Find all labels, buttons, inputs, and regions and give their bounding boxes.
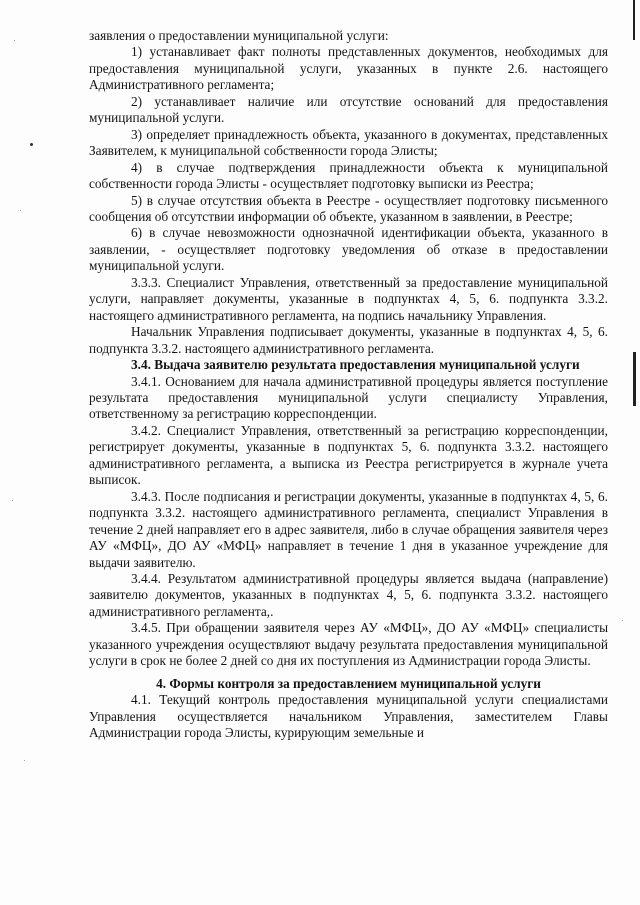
paragraph-item-5: 5) в случае отсутствия объекта в Реестре - осуществляет подготовку письменного сообщения об отсутствии информации об объекте, указанном в заявлении, в Реестре; [89,192,608,224]
scan-speck [24,760,25,761]
paragraph-3-4-1: 3.4.1. Основанием для начала административной процедуры является поступление результата предоставления муниципальной услуги специалисту Управления, ответственному за регистрацию корреспонденции. [89,373,608,422]
paragraph-3-3-3: 3.3.3. Специалист Управления, ответственный за предоставление муниципальной услуги, направляет документы, указанные в подпунктах 4, 5, 6. подпункта 3.3.2. настоящего административного регламента, на подпись начальнику Управления. [89,274,608,323]
paragraph-item-1: 1) устанавливает факт полноты представленных документов, необходимых для предоставления муниципальной услуги, указанных в пункте 2.6. настоящего Административного регламента; [89,44,608,93]
scan-speck [622,620,623,621]
paragraph-item-6: 6) в случае невозможности однозначной идентификации объекта, указанного в заявлении, - осуществляет подготовку уведомления об отказе в предоставлении муниципальной услуги. [89,225,608,274]
paragraph-3-4-3: 3.4.3. После подписания и регистрации документы, указанные в подпунктах 4, 5, 6. подпункта 3.3.2. настоящего административного регламента, специалист Управления в течение 2 дней направляет его в адрес заявителя, либо в случае обращения заявителя через АУ «МФЦ», ДО АУ «МФЦ» направляет в течение 1 дня в указанное учреждение для выдачи заявителю. [89,488,608,570]
paragraph-3-4-4: 3.4.4. Результатом административной процедуры является выдача (направление) заявителю документов, указанных в подпунктах 4, 5, 6. подпункта 3.3.2. настоящего административного регламента,. [89,570,608,619]
document-body [89,28,608,741]
paragraph-chief-signs: Начальник Управления подписывает документы, указанные в подпунктах 4, 5, 6. подпункта 3.3.2. настоящего административного регламента. [89,324,608,356]
paragraph-item-3: 3) определяет принадлежность объекта, указанного в документах, представленных Заявителем, к муниципальной собственности города Элисты; [89,126,608,159]
section-heading-3-4: 3.4. Выдача заявителю результата предоставления муниципальной услуги [131,357,580,373]
scan-speck [14,40,15,41]
paragraph-item-2: 2) устанавливает наличие или отсутствие оснований для предоставления муниципальной услуги. [89,93,608,126]
scan-speck [12,500,13,501]
section-heading-4: 4. Формы контроля за предоставлением муниципальной услуги [156,675,541,691]
scan-edge-mark-top [633,0,635,40]
paragraph-3-4-2: 3.4.2. Специалист Управления, ответственный за регистрацию корреспонденции, регистрирует документы, указанные в подпунктах 5, 6. подпункта 3.3.2. настоящего административного регламента, а выписка из Реестра регистрируется в журнале учета выписок. [89,422,608,488]
scan-edge-mark-middle [633,352,636,406]
scan-speck [20,210,21,211]
paragraph-intro: заявления о предоставлении муниципальной услуги: [89,28,389,43]
paragraph-item-4: 4) в случае подтверждения принадлежности объекта к муниципальной собственности города Элисты - осуществляет подготовку выписки из Реестра; [89,159,608,192]
paragraph-3-4-5: 3.4.5. При обращении заявителя через АУ «МФЦ», ДО АУ «МФЦ» специалисты указанного учреждения осуществляют выдачу результата предоставления муниципальной услуги в срок не более 2 дней со дня их поступления из Администрации города Элисты. [89,620,608,669]
paragraph-4-1: 4.1. Текущий контроль предоставления муниципальной услуги специалистами Управления осуществляется начальником Управления, заместителем Главы Администрации города Элисты, курирующим земельные и [89,692,608,741]
scan-dot [30,143,33,146]
